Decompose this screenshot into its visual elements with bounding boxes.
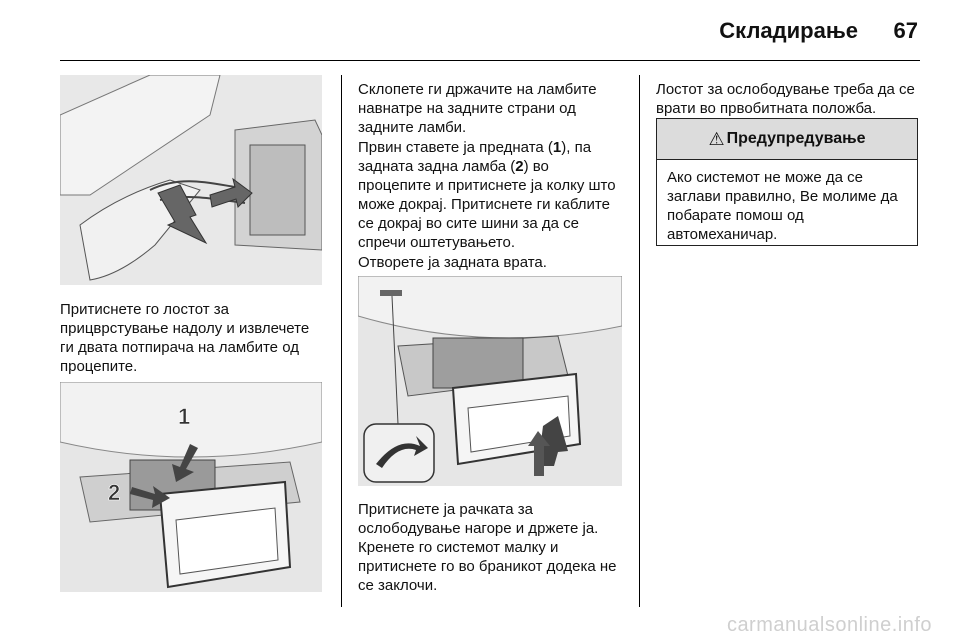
illustration-lamp-slots [60,382,322,592]
warning-triangle-icon: ⚠ [708,128,725,149]
figure-insert-lamps [60,382,322,592]
figure-lift-system [358,276,622,486]
warning-box [656,118,918,246]
ref-number-2: 2 [515,158,524,175]
callout-2: 2 [108,480,121,505]
warning-header [657,119,917,160]
text-fragment: ) во процепите и притиснете ја колку што може докрај. Притиснете ги каблите се докрај во сите шини за да се спречи оштетувањето. [358,158,616,251]
illustration-hand-pressing-lever [60,75,322,285]
paragraph-insert-lamps [358,138,624,252]
header-title: Складирање [719,18,858,43]
warning-body: Ако системот не може да се заглави правилно, Ве молиме да побарате помош од автомеханичар. [667,169,898,243]
ref-number-1: 1 [552,139,562,156]
text-fragment: Првин ставете ја предната ( [358,139,553,156]
paragraph-open-door: Отворете ја задната врата. [358,254,547,271]
page-number: 67 [893,18,918,43]
warning-title: Предупредување [726,130,866,147]
paragraph-fold-holders: Склопете ги држачите на ламбите навнатре на задните страни од задните ламби. [358,81,597,136]
illustration-release-handle [358,276,622,486]
column-divider-left [341,75,342,607]
header-rule [60,60,920,61]
paragraph-lever-return: Лостот за ослободување треба да се врати во првобитната положба. [656,81,915,117]
caption-lift-system: Притиснете ја рачката за ослободување нагоре и држете ја. Кренете го системот малку и притиснете го во браникот додека не се заклочи. [358,501,617,594]
watermark: carmanualsonline.info [726,614,932,636]
callout-1: 1 [178,404,191,429]
caption-release-lever: Притиснете го лостот за прицврстување надолу и извлечете ги двата потпирача на ламбите од процепите. [60,301,310,375]
column-divider-right [639,75,640,607]
figure-release-lever [60,75,322,285]
text-fragment: ), па задната задна ламба ( [358,139,592,175]
